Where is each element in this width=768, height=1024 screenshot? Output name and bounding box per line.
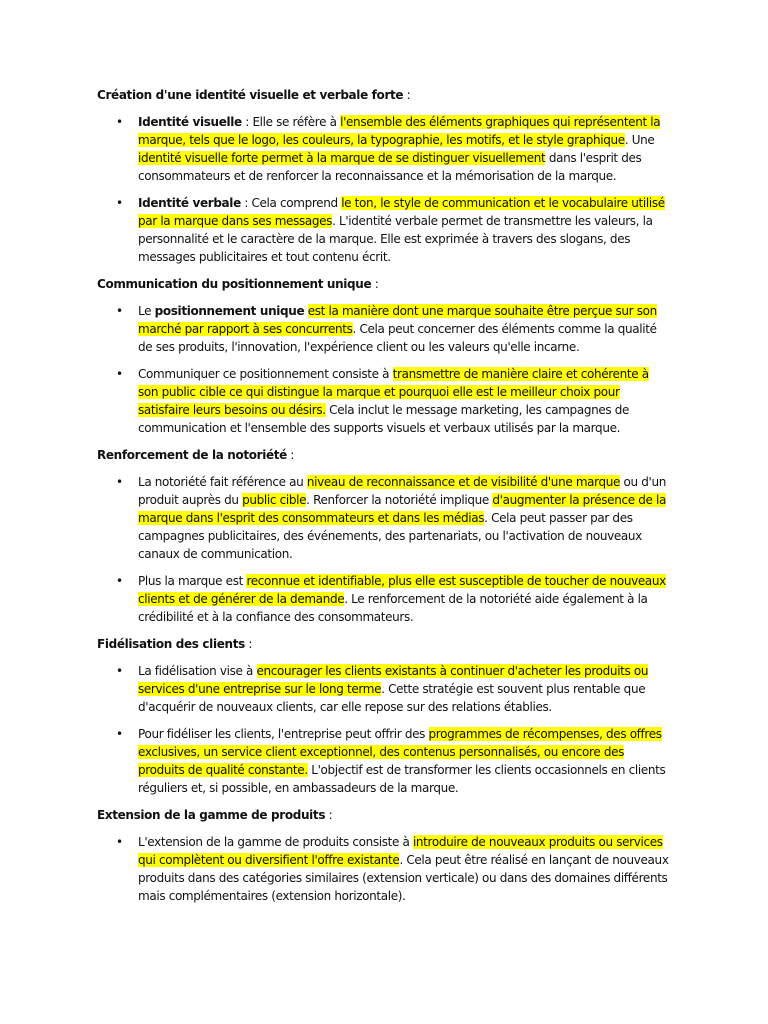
section-heading (92, 275, 672, 293)
body-text: dans l'esprit des consommateurs et de renforcer la reconnaissance et la mémorisation de la marque. (138, 151, 642, 183)
highlighted-text: niveau de reconnaissance et de visibilité d'une marque (306, 475, 621, 489)
bullet-list (92, 302, 672, 437)
highlighted-text: introduire de nouveaux produits ou services qui complètent ou diversifient l'offre existante (138, 835, 663, 867)
body-text: . Le renforcement de la notoriété aide également à la crédibilité et à la confiance des consommateurs. (138, 592, 648, 624)
body-text: L'objectif est de transformer les clients occasionnels en clients réguliers et, si possible, en ambassadeurs de la marque. (138, 763, 666, 795)
section (92, 86, 672, 266)
list-item (138, 725, 672, 797)
highlighted-text: programmes de récompenses, des offres exclusives, un service client exceptionnel, des contenus personnalisés, ou encore des produits de qualité constante. (138, 727, 662, 777)
section-heading (92, 446, 672, 464)
body-text: : Elle se réfère à (241, 115, 341, 129)
list-item (138, 113, 672, 185)
section-title-suffix: : (371, 277, 379, 291)
bold-term: Identité verbale (138, 196, 241, 210)
section-heading (92, 86, 672, 104)
body-text: : Cela comprend (240, 196, 342, 210)
body-text: . Une (624, 133, 655, 147)
highlighted-text: d'augmenter la présence de la marque dans l'esprit des consommateurs et dans les médias (138, 493, 666, 525)
body-text: Pour fidéliser les clients, l'entreprise peut offrir des (138, 727, 429, 741)
highlighted-text: public cible (242, 493, 307, 507)
body-text: . L'identité verbale permet de transmettre les valeurs, la personnalité et le caractère de la marque. Elle est exprimée à travers des slogans, des messages publicitaires et tout contenu écrit. (138, 214, 653, 264)
bold-term: positionnement unique (154, 304, 305, 318)
body-text: Le (138, 304, 155, 318)
bullet-list (92, 113, 672, 266)
section (92, 275, 672, 437)
body-text: L'extension de la gamme de produits consiste à (138, 835, 413, 849)
highlighted-text: encourager les clients existants à continuer d'acheter les produits ou services d'une entreprise sur le long terme (138, 664, 649, 696)
body-text: . Cela peut être réalisé en lançant de nouveaux produits dans des catégories similaires (extension verticale) ou dans des domaines différents mais complémentaires (extension horizontale). (138, 853, 669, 903)
bullet-list (92, 473, 672, 626)
section-title: Extension de la gamme de produits (97, 808, 326, 822)
section-title-suffix: : (244, 637, 253, 651)
body-text: Cela inclut le message marketing, les campagnes de communication et l'ensemble des supports visuels et verbaux utilisés par la marque. (138, 403, 630, 435)
section-heading (92, 806, 672, 824)
list-item (138, 473, 672, 563)
section-title-suffix: : (286, 448, 295, 462)
body-text: ou d'un produit auprès du (138, 475, 666, 507)
list-item (138, 833, 672, 905)
bullet-list (92, 662, 672, 797)
body-text: Communiquer ce positionnement consiste à (138, 367, 393, 381)
bold-term: Identité visuelle (138, 115, 242, 129)
body-text: Plus la marque est (138, 574, 247, 588)
section-title: Création d'une identité visuelle et verbale forte (97, 88, 404, 102)
body-text: . Cela peut passer par des campagnes publicitaires, des événements, des partenariats, ou l'activation de nouveaux canaux de communication. (138, 511, 642, 561)
list-item (138, 302, 672, 356)
section-title-suffix: : (403, 88, 411, 102)
highlighted-text: transmettre de manière claire et cohérente à son public cible ce qui distingue la marque et pourquoi elle est le meilleur choix pour satisfaire leurs besoins ou désirs. (138, 367, 649, 417)
section (92, 446, 672, 626)
list-item (138, 572, 672, 626)
list-item (138, 365, 672, 437)
section-title-suffix: : (325, 808, 333, 822)
section-title: Communication du positionnement unique (97, 277, 372, 291)
section-title: Renforcement de la notoriété (97, 448, 287, 462)
highlighted-text: le ton, le style de communication et le vocabulaire utilisé par la marque dans ses messages (138, 196, 665, 228)
highlighted-text: est la manière dont une marque souhaite être perçue sur son marché par rapport à ses concurrents (138, 304, 657, 336)
section (92, 635, 672, 797)
body-text: La fidélisation vise à (138, 664, 257, 678)
body-text: . Cette stratégie est souvent plus rentable que d'acquérir de nouveaux clients, car elle repose sur des relations établies. (138, 682, 646, 714)
bullet-list (92, 833, 672, 905)
body-text: La notoriété fait référence au (138, 475, 307, 489)
list-item (138, 662, 672, 716)
section-title: Fidélisation des clients (97, 637, 245, 651)
body-text: . Cela peut concerner des éléments comme la qualité de ses produits, l'innovation, l'expérience client ou les valeurs qu'elle incarne. (138, 322, 657, 354)
section-heading (92, 635, 672, 653)
body-text: . Renforcer la notoriété implique (306, 493, 493, 507)
highlighted-text: reconnue et identifiable, plus elle est susceptible de toucher de nouveaux clients et de générer de la demande (138, 574, 666, 606)
list-item (138, 194, 672, 266)
highlighted-text: identité visuelle forte permet à la marque de se distinguer visuellement (138, 151, 546, 165)
section (92, 806, 672, 905)
highlighted-text: l'ensemble des éléments graphiques qui représentent la marque, tels que le logo, les couleurs, la typographie, les motifs, et le style graphique (138, 115, 661, 147)
